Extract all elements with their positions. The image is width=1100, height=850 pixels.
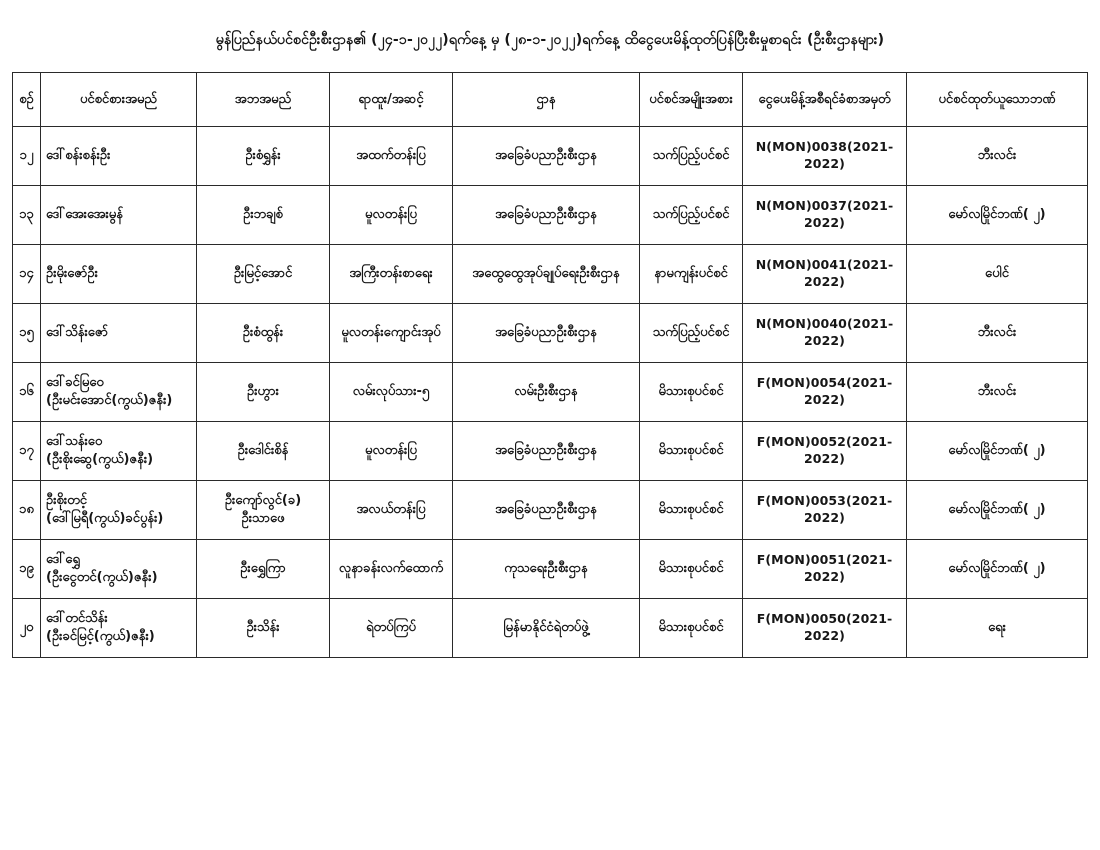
- pensioner-name-line1: ဒေါ်တင်သိန်း: [46, 611, 108, 627]
- cell-position: မူလတန်းပြ: [330, 186, 453, 245]
- cell-serial-number: ၁၉: [13, 540, 41, 599]
- table-row: [13, 422, 1088, 481]
- cell-pension-type: မိသားစုပင်စင်: [640, 363, 743, 422]
- pensioner-name-line2: (ဦးခင်မြင့်(ကွယ်)ဇနီး): [46, 629, 155, 644]
- header-cell-7: ပင်စင်ထုတ်ယူသောဘဏ်: [907, 73, 1088, 127]
- father-name-line1: ဦးမြင့်အောင်: [233, 266, 293, 282]
- page-title: မွန်ပြည်နယ်ပင်စင်ဦးစီးဌာန၏ (၂၄-၁-၂၀၂၂)ရက်နေ့ မှ (၂၈-၁-၂၀၂၂)ရက်နေ့ ထိငွေပေးမိန့်ထုတ်ပြန်ပြီးစီးမှုစာရင်း (ဦးစီးဌာနများ): [215, 32, 885, 48]
- cell-serial-number: ၁၃: [13, 186, 41, 245]
- cell-serial-number: ၁၂: [13, 127, 41, 186]
- cell-position: မူလတန်းပြ: [330, 422, 453, 481]
- cell-department: အထွေထွေအုပ်ချုပ်ရေးဦးစီးဌာန: [453, 245, 640, 304]
- cell-father-name: [197, 186, 330, 245]
- cell-serial-number: ၁၆: [13, 363, 41, 422]
- cell-bank: မော်လမြိုင်ဘဏ်( ၂): [907, 186, 1088, 245]
- cell-department: အခြေခံပညာဦးစီးဌာန: [453, 304, 640, 363]
- cell-position: အလယ်တန်းပြ: [330, 481, 453, 540]
- header-cell-5: ပင်စင်အမျိုးအစား: [640, 73, 743, 127]
- cell-bank: ဘီးလင်း: [907, 127, 1088, 186]
- pensioner-name-line1: ဦးမိုးဇော်ဦး: [46, 266, 98, 282]
- cell-position: ရဲတပ်ကြပ်: [330, 599, 453, 658]
- father-name-line2: ဦးသာဖေ: [241, 511, 285, 526]
- cell-serial-number: ၁၇: [13, 422, 41, 481]
- cell-pensioner-name: [41, 422, 197, 481]
- cell-serial-number: ၂၀: [13, 599, 41, 658]
- header-cell-2: အဘအမည်: [197, 73, 330, 127]
- cell-pensioner-name: [41, 186, 197, 245]
- cell-pension-type: မိသားစုပင်စင်: [640, 422, 743, 481]
- cell-pensioner-name: [41, 304, 197, 363]
- cell-pension-type: သက်ပြည့်ပင်စင်: [640, 186, 743, 245]
- cell-father-name: [197, 599, 330, 658]
- cell-serial-number: ၁၅: [13, 304, 41, 363]
- cell-pensioner-name: [41, 599, 197, 658]
- cell-bank: ရေး: [907, 599, 1088, 658]
- table-row: [13, 599, 1088, 658]
- father-name-line1: ဦးဘချစ်: [243, 207, 283, 223]
- header-cell-1: ပင်စင်စားအမည်: [41, 73, 197, 127]
- father-name-line1: ဦးဒေါင်းစိန်: [237, 443, 289, 459]
- cell-pension-type: သက်ပြည့်ပင်စင်: [640, 304, 743, 363]
- father-name-line1: ဦးစံထွန်း: [242, 325, 284, 341]
- table-row: [13, 127, 1088, 186]
- cell-father-name: [197, 540, 330, 599]
- header-cell-6: ငွေပေးမိန့်အစီရင်ခံစာအမှတ်: [743, 73, 907, 127]
- cell-bank: ပေါင်: [907, 245, 1088, 304]
- cell-serial-number: ၁၄: [13, 245, 41, 304]
- cell-department: မြန်မာနိုင်ငံရဲတပ်ဖွဲ့: [453, 599, 640, 658]
- cell-pension-type: မိသားစုပင်စင်: [640, 540, 743, 599]
- cell-pension-type: သက်ပြည့်ပင်စင်: [640, 127, 743, 186]
- cell-position: လမ်းလုပ်သား-၅: [330, 363, 453, 422]
- table-row: [13, 186, 1088, 245]
- pensioner-name-line2: (ဦးစိုးဆွေ(ကွယ်)ဇနီး): [46, 452, 154, 467]
- cell-position: မူလတန်းကျောင်းအုပ်: [330, 304, 453, 363]
- pensioner-name-line2: (ဦးမင်းအောင်(ကွယ်)ဇနီး): [46, 393, 173, 408]
- table-row: [13, 540, 1088, 599]
- cell-father-name: [197, 422, 330, 481]
- cell-pension-type: မိသားစုပင်စင်: [640, 599, 743, 658]
- table-row: [13, 304, 1088, 363]
- cell-bank: မော်လမြိုင်ဘဏ်( ၂): [907, 422, 1088, 481]
- cell-pensioner-name: [41, 245, 197, 304]
- table-row: [13, 481, 1088, 540]
- pensioner-name-line1: ဒေါ်စန်းစန်းဦး: [46, 148, 111, 164]
- cell-payment-order-number: F(MON)0053(2021-2022): [743, 481, 907, 540]
- pension-table-container: [12, 72, 1088, 658]
- cell-bank: ဘီးလင်း: [907, 304, 1088, 363]
- cell-serial-number: ၁၈: [13, 481, 41, 540]
- cell-department: အခြေခံပညာဦးစီးဌာန: [453, 422, 640, 481]
- cell-position: အကြီးတန်းစာရေး: [330, 245, 453, 304]
- pensioner-name-line1: ဒေါ်ရွှေ: [46, 552, 80, 568]
- pensioner-name-line2: (ဦးငွေတင်(ကွယ်)ဇနီး): [46, 570, 158, 585]
- header-cell-3: ရာထူး/အဆင့်: [330, 73, 453, 127]
- cell-department: အခြေခံပညာဦးစီးဌာန: [453, 127, 640, 186]
- cell-department: လမ်းဦးစီးဌာန: [453, 363, 640, 422]
- cell-pension-type: နာမကျန်းပင်စင်: [640, 245, 743, 304]
- table-row: [13, 363, 1088, 422]
- cell-pensioner-name: [41, 363, 197, 422]
- father-name-line1: ဦးစံရွှန်း: [245, 148, 281, 164]
- pensioner-name-line1: ဒေါ်အေးအေးမွန်: [46, 207, 123, 223]
- cell-pensioner-name: [41, 127, 197, 186]
- pensioner-name-line1: ဒေါ်သိန်းဇော်: [46, 325, 108, 341]
- cell-position: အထက်တန်းပြ: [330, 127, 453, 186]
- father-name-line1: ဦးသိန်း: [246, 620, 280, 636]
- cell-father-name: [197, 363, 330, 422]
- header-cell-4: ဌာန: [453, 73, 640, 127]
- cell-payment-order-number: N(MON)0038(2021-2022): [743, 127, 907, 186]
- cell-pension-type: မိသားစုပင်စင်: [640, 481, 743, 540]
- cell-department: အခြေခံပညာဦးစီးဌာန: [453, 186, 640, 245]
- pensioner-name-line2: (ဒေါ်မြရီ(ကွယ်)ခင်ပွန်း): [46, 511, 164, 526]
- cell-payment-order-number: F(MON)0052(2021-2022): [743, 422, 907, 481]
- cell-bank: မော်လမြိုင်ဘဏ်( ၂): [907, 540, 1088, 599]
- pension-table: [12, 72, 1088, 658]
- cell-pensioner-name: [41, 481, 197, 540]
- cell-father-name: [197, 245, 330, 304]
- father-name-line1: ဦးကျော်လွင်(ခ): [224, 493, 302, 509]
- pensioner-name-line1: ဒေါ်သန်းဝေ: [46, 434, 103, 450]
- cell-payment-order-number: F(MON)0050(2021-2022): [743, 599, 907, 658]
- cell-position: လူနာခန်းလက်ထောက်: [330, 540, 453, 599]
- pensioner-name-line1: ဒေါ်ခင်မြဝေ: [46, 375, 104, 391]
- header-cell-0: စဉ်: [13, 73, 41, 127]
- cell-father-name: [197, 481, 330, 540]
- cell-father-name: [197, 127, 330, 186]
- father-name-line1: ဦးဟွား: [247, 384, 279, 400]
- cell-father-name: [197, 304, 330, 363]
- cell-pensioner-name: [41, 540, 197, 599]
- cell-payment-order-number: F(MON)0054(2021-2022): [743, 363, 907, 422]
- cell-payment-order-number: N(MON)0041(2021-2022): [743, 245, 907, 304]
- header-row: [13, 73, 1088, 127]
- cell-bank: ဘီးလင်း: [907, 363, 1088, 422]
- cell-payment-order-number: N(MON)0040(2021-2022): [743, 304, 907, 363]
- cell-payment-order-number: F(MON)0051(2021-2022): [743, 540, 907, 599]
- pensioner-name-line1: ဦးစိုးတင့်: [46, 493, 87, 509]
- father-name-line1: ဦးရွှေကြာ: [240, 561, 286, 577]
- cell-bank: မော်လမြိုင်ဘဏ်( ၂): [907, 481, 1088, 540]
- table-row: [13, 245, 1088, 304]
- cell-department: အခြေခံပညာဦးစီးဌာန: [453, 481, 640, 540]
- cell-payment-order-number: N(MON)0037(2021-2022): [743, 186, 907, 245]
- cell-department: ကုသရေးဦးစီးဌာန: [453, 540, 640, 599]
